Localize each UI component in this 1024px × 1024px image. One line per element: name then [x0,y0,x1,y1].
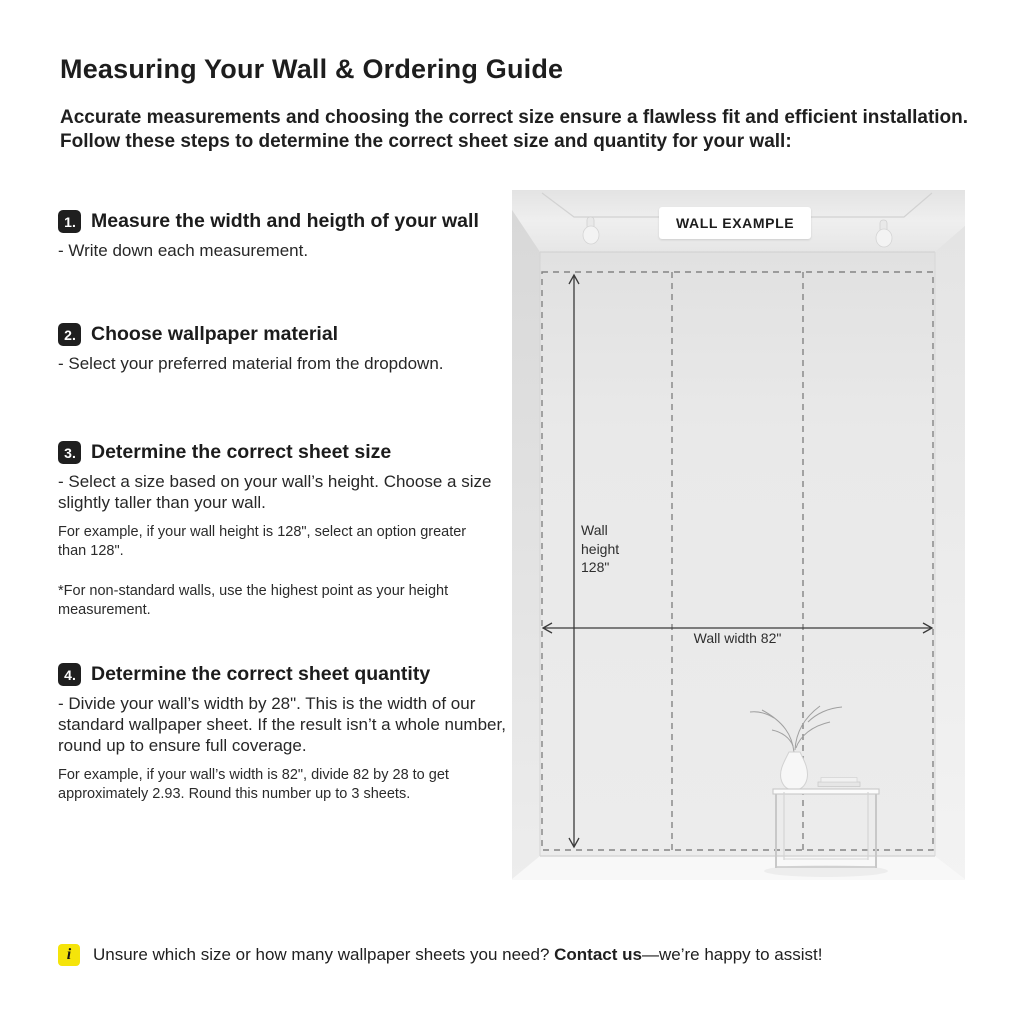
right-wall [935,226,965,879]
step-number-badge: 1. [58,210,81,233]
footer-text [93,945,822,965]
step-header [58,210,518,233]
wall-height-label-line: Wall [581,522,608,538]
step-description: - Select your preferred material from the dropdown. [58,354,444,373]
step-title: Determine the correct sheet size [91,441,392,463]
step-note: *For non-standard walls, use the highest point as your height measurement. [58,583,449,618]
intro-text: Accurate measurements and choosing the correct size ensure a flawless fit and efficient installation. Follow these steps to determine the correct sheet size and quantity for your wall: [60,107,969,152]
step-title: Choose wallpaper material [91,323,339,345]
footer-text-before: Unsure which size or how many wallpaper sheets you need? [93,945,555,964]
footer-text-after: —we’re happy to assist! [641,945,823,964]
page-title: Measuring Your Wall & Ordering Guide [60,54,564,84]
step-number-badge: 2. [58,323,81,346]
step-number-badge: 4. [58,663,81,686]
wall-height-label-line: height [581,540,620,557]
step-header [58,323,518,346]
info-icon: i [58,944,80,966]
step-example: For example, if your wall’s width is 82", divide 82 by 28 to get approximately 2.93. Round this number up to 3 sheets. [58,767,449,802]
step-item-3 [58,441,518,620]
wall-example-badge: WALL EXAMPLE [659,207,811,239]
footer-note [58,944,822,966]
wall-width-label: Wall width 82" [693,630,782,646]
step-description: - Select a size based on your wall’s height. Choose a size slightly taller than your wall. [58,472,492,512]
step-title: Measure the width and heigth of your wall [91,210,479,232]
step-item-4 [58,663,518,804]
wall-example-illustration [512,190,965,880]
step-header [58,663,518,686]
step-number-badge: 3. [58,441,81,464]
books [818,778,860,787]
left-wall [512,210,540,880]
step-item-2 [58,323,518,374]
step-description: - Divide your wall’s width by 28". This is the width of our standard wallpaper sheet. If the result isn’t a whole number, round up to ensure full coverage. [58,694,506,755]
step-example: For example, if your wall height is 128", select an option greater than 128". [58,524,467,559]
floor [512,856,965,880]
contact-us-link[interactable]: Contact us [554,945,642,964]
step-item-1 [58,210,518,261]
wall-height-label [581,521,619,577]
room-illustration [512,190,965,880]
back-wall [512,190,965,880]
wall-height-label-line: 128" [581,559,610,575]
step-description: - Write down each measurement. [58,241,309,260]
step-title: Determine the correct sheet quantity [91,663,431,685]
step-header [58,441,518,464]
